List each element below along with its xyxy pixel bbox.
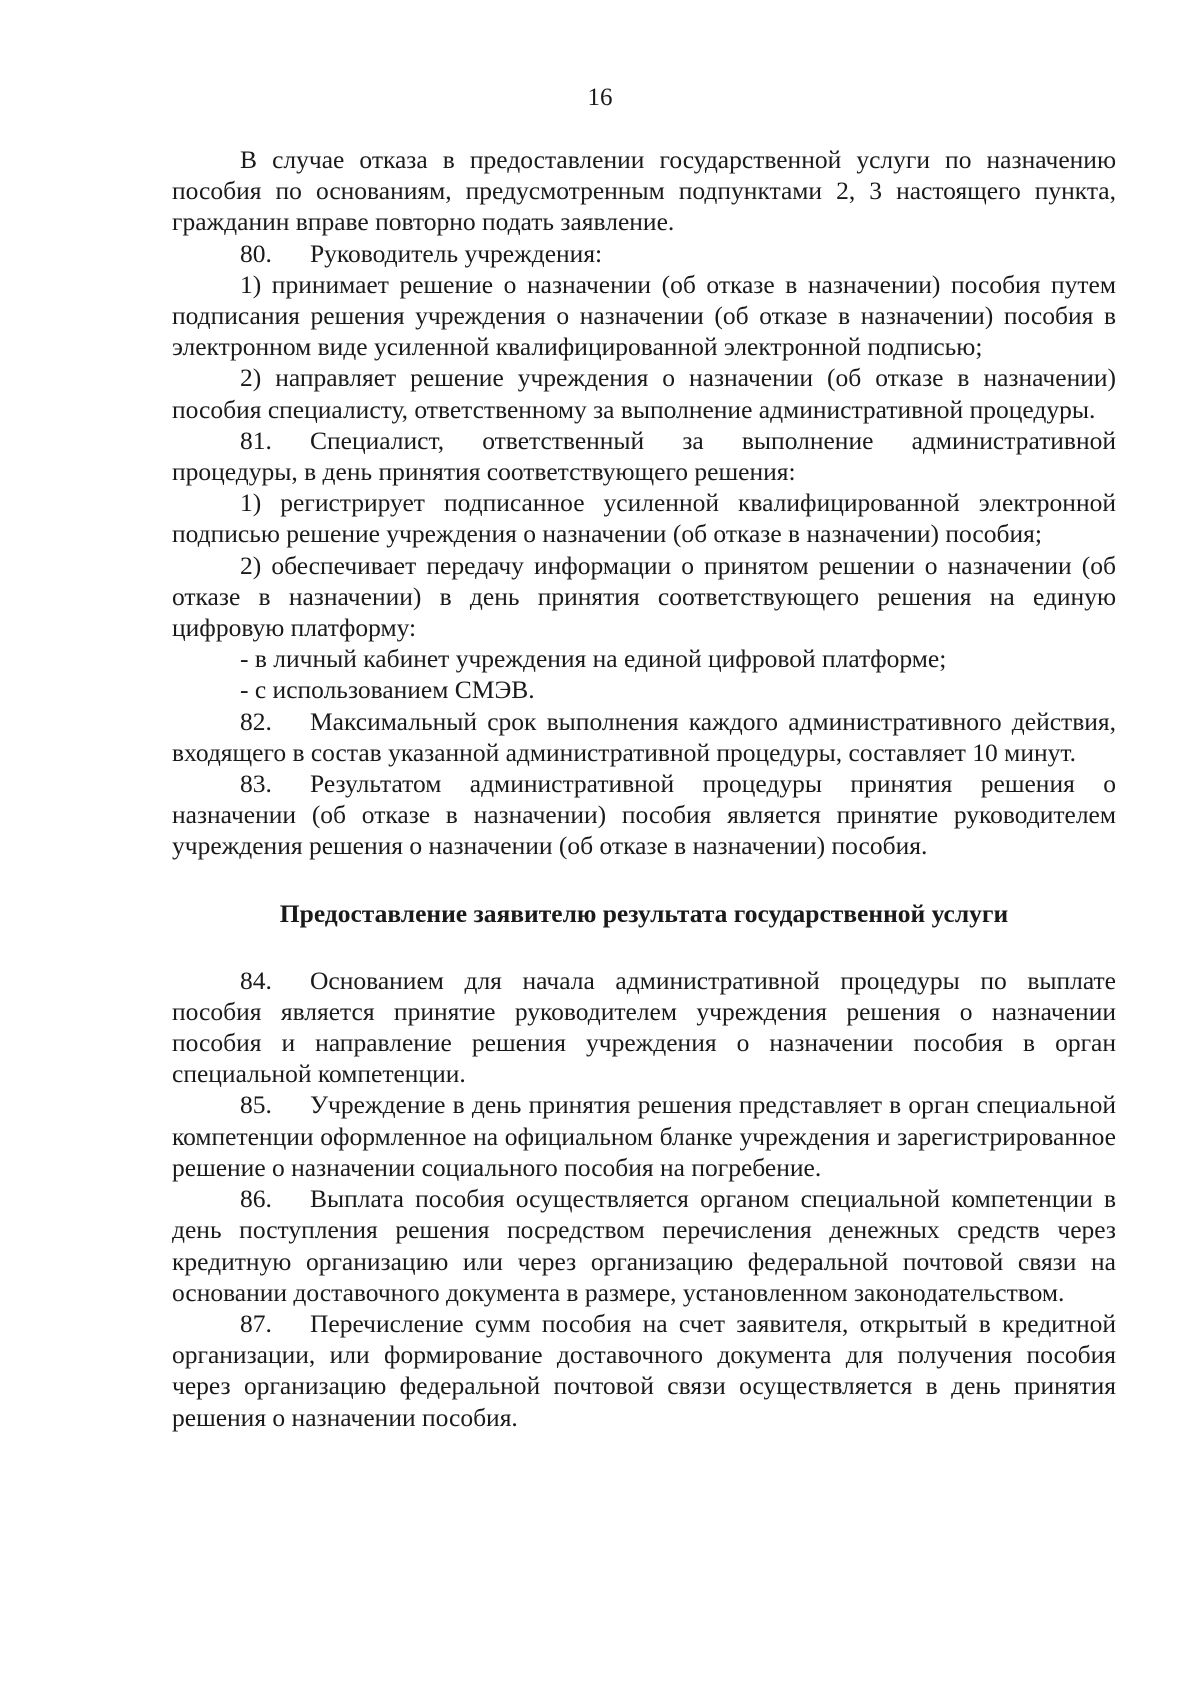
paragraph-number: 87. bbox=[240, 1308, 272, 1338]
paragraph bbox=[172, 674, 1116, 705]
paragraph bbox=[172, 425, 1116, 487]
paragraphs-after-heading bbox=[172, 965, 1116, 1433]
paragraph bbox=[172, 643, 1116, 674]
paragraph bbox=[172, 550, 1116, 644]
paragraph-text: Учреждение в день принятия решения представляет в орган специальной компетенции оформленное на официальном бланке учреждения и зарегистрированное решение о назначении социального пособия на погребение. bbox=[172, 1090, 1116, 1182]
paragraph-text: В случае отказа в предоставлении государственной услуги по назначению пособия по основаниям, предусмотренным подпунктами 2, 3 настоящего пункта, гражданин вправе повторно подать заявление. bbox=[172, 145, 1116, 237]
paragraph-number: 82. bbox=[240, 706, 272, 736]
paragraph-text: - с использованием СМЭВ. bbox=[240, 675, 535, 705]
paragraphs-before-heading bbox=[172, 144, 1116, 862]
paragraph-text: Руководитель учреждения: bbox=[310, 238, 603, 268]
paragraph bbox=[172, 1089, 1116, 1183]
paragraph-number: 81. bbox=[240, 425, 272, 455]
paragraph-text: Выплата пособия осуществляется органом специальной компетенции в день поступления решения посредством перечисления денежных средств через кредитную организацию или через организацию федеральной почтовой связи на основании доставочного документа в размере, установленном законодательством. bbox=[172, 1184, 1116, 1307]
paragraph bbox=[172, 144, 1116, 238]
paragraph bbox=[172, 269, 1116, 363]
paragraph-text: Результатом административной процедуры принятия решения о назначении (об отказе в назначении) пособия является принятие руководителем учреждения решения о назначении (об отказе в назначении) пособия. bbox=[172, 769, 1116, 861]
page-number: 16 bbox=[587, 84, 613, 111]
paragraph bbox=[172, 1308, 1116, 1433]
paragraph-text: 2) обеспечивает передачу информации о принятом решении о назначении (об отказе в назначении) в день принятия соответствующего решения на единую цифровую платформу: bbox=[172, 550, 1116, 643]
paragraph-text: 1) регистрирует подписанное усиленной квалифицированной электронной подписью решение учреждения о назначении (об отказе в назначении) пособия; bbox=[172, 488, 1116, 549]
paragraph-text: Перечисление сумм пособия на счет заявителя, открытый в кредитной организации, или формирование доставочного документа для получения пособия через организацию федеральной почтовой связи осуществляется в день принятия решения о назначении пособия. bbox=[172, 1308, 1116, 1432]
document-body bbox=[172, 144, 1116, 1433]
paragraph-text: Специалист, ответственный за выполнение административной процедуры, в день принятия соответствующего решения: bbox=[172, 425, 1116, 487]
paragraph-text: Основанием для начала административной процедуры по выплате пособия является принятие руководителем учреждения решения о назначении пособия и направление решения учреждения о назначении пособия в орган специальной компетенции. bbox=[172, 965, 1116, 1089]
paragraph-text: 2) направляет решение учреждения о назначении (об отказе в назначении) пособия специалисту, ответственному за выполнение административной процедуры. bbox=[172, 363, 1116, 424]
paragraph-text: Максимальный срок выполнения каждого административного действия, входящего в состав указанной административной процедуры, составляет 10 минут. bbox=[172, 706, 1116, 767]
paragraph-number: 83. bbox=[240, 769, 272, 799]
paragraph bbox=[172, 362, 1116, 424]
paragraph-number: 80. bbox=[240, 238, 272, 268]
paragraph-text: 1) принимает решение о назначении (об отказе в назначении) пособия путем подписания решения учреждения о назначении (об отказе в назначении) пособия в электронном виде усиленной квалифицированной электронной подписью; bbox=[172, 269, 1116, 362]
paragraph bbox=[172, 1183, 1116, 1308]
paragraph-number: 84. bbox=[240, 965, 272, 995]
paragraph-number: 86. bbox=[240, 1184, 272, 1214]
paragraph bbox=[172, 238, 1116, 269]
paragraph bbox=[172, 965, 1116, 1090]
section-heading: Предоставление заявителю результата государственной услуги bbox=[279, 898, 1009, 928]
paragraph-text: - в личный кабинет учреждения на единой цифровой платформе; bbox=[240, 644, 947, 674]
paragraph bbox=[172, 706, 1116, 768]
paragraph-number: 85. bbox=[240, 1090, 272, 1120]
paragraph bbox=[172, 768, 1116, 862]
paragraph bbox=[172, 487, 1116, 549]
